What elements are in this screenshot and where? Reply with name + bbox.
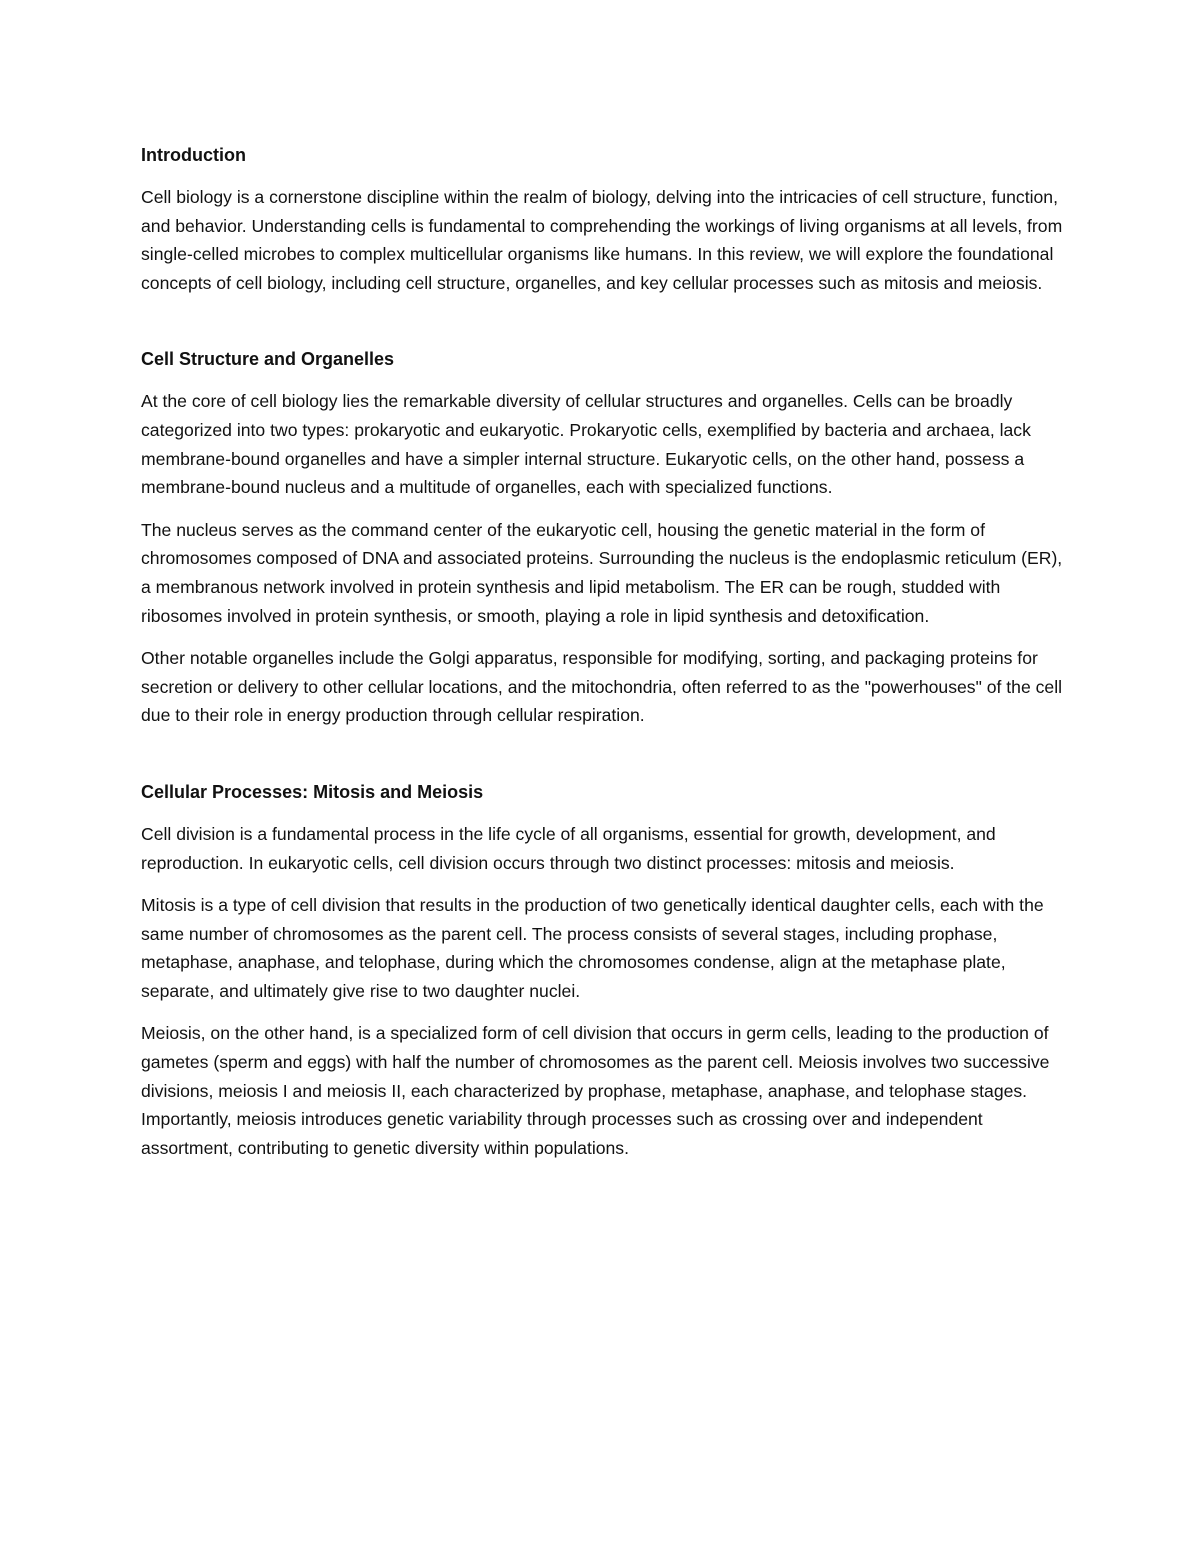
paragraph: Mitosis is a type of cell division that results in the production of two genetically identical daughter cells, each with the same number of chromosomes as the parent cell. The process consists of several stages, including prophase, metaphase, anaphase, and telophase, during which the chromosomes condense, align at the metaphase plate, separate, and ultimately give rise to two daughter nuclei. <box>141 895 1044 1001</box>
section-heading: Introduction <box>141 145 246 165</box>
section-cellular-processes <box>141 778 1066 1163</box>
document-page <box>141 141 1066 1176</box>
paragraph: Meiosis, on the other hand, is a specialized form of cell division that occurs in germ cells, leading to the production of gametes (sperm and eggs) with half the number of chromosomes as the parent cell. Meiosis involves two successive divisions, meiosis I and meiosis II, each characterized by prophase, metaphase, anaphase, and telophase stages. Importantly, meiosis introduces genetic variability through processes such as crossing over and independent assortment, contributing to genetic diversity within populations. <box>141 1023 1050 1158</box>
paragraph: Cell division is a fundamental process in the life cycle of all organisms, essential for growth, development, and reproduction. In eukaryotic cells, cell division occurs through two distinct processes: mitosis and meiosis. <box>141 823 996 873</box>
paragraph: At the core of cell biology lies the remarkable diversity of cellular structures and organelles. Cells can be broadly categorized into two types: prokaryotic and eukaryotic. Prokaryotic cells, exemplified by bacteria and archaea, lack membrane-bound organelles and have a simpler internal structure. Eukaryotic cells, on the other hand, possess a membrane-bound nucleus and a multitude of organelles, each with specialized functions. <box>141 391 1031 498</box>
section-heading: Cell Structure and Organelles <box>141 349 395 370</box>
section-introduction <box>141 141 1066 297</box>
section-cell-structure <box>141 345 1066 730</box>
paragraph: Cell biology is a cornerstone discipline within the realm of biology, delving into the intricacies of cell structure, function, and behavior. Understanding cells is fundamental to comprehending the workings of living organisms at all levels, from single-celled microbes to complex multicellular organisms like humans. In this review, we will explore the foundational concepts of cell biology, including cell structure, organelles, and key cellular processes such as mitosis and meiosis. <box>141 187 1063 293</box>
paragraph: The nucleus serves as the command center of the eukaryotic cell, housing the genetic material in the form of chromosomes composed of DNA and associated proteins. Surrounding the nucleus is the endoplasmic reticulum (ER), a membranous network involved in protein synthesis and lipid metabolism. The ER can be rough, studded with ribosomes involved in protein synthesis, or smooth, playing a role in lipid synthesis and detoxification. <box>141 519 1063 626</box>
paragraph: Other notable organelles include the Golgi apparatus, responsible for modifying, sorting, and packaging proteins for secretion or delivery to other cellular locations, and the mitochondria, often referred to as the "powerhouses" of the cell due to their role in energy production through cellular respiration. <box>141 648 1063 726</box>
section-heading: Cellular Processes: Mitosis and Meiosis <box>141 781 484 802</box>
